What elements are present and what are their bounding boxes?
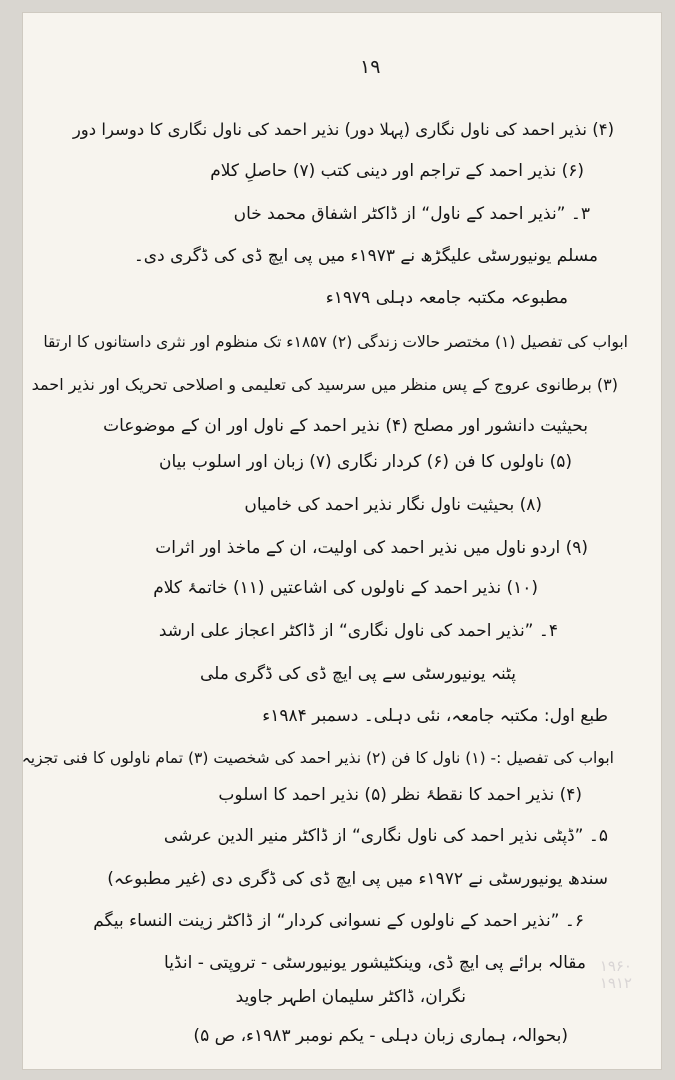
text-line-23: (بحوالہ، ہماری زبان دہلی - یکم نومبر ۱۹۸۳ء، ص ۵): [193, 1026, 568, 1046]
bleed-through-number-1: ۱۹۶۰: [599, 957, 632, 975]
text-line-4: مسلم یونیورسٹی علیگڑھ نے ۱۹۷۳ء میں پی ایچ ڈی کی ڈگری دی۔: [133, 246, 598, 266]
bleed-through-number-2: ۱۹۱۲: [599, 974, 632, 992]
text-line-1: (۴) نذیر احمد کی ناول نگاری (پہلا دور) نذیر احمد کی ناول نگاری کا دوسرا دور: [72, 120, 614, 139]
text-line-2: (۶) نذیر احمد کے تراجم اور دینی کتب (۷) حاصلِ کلام: [210, 161, 584, 181]
text-line-19: سندھ یونیورسٹی نے ۱۹۷۲ء میں پی ایچ ڈی کی ڈگری دی (غیر مطبوعہ): [107, 869, 608, 889]
text-line-15: طبع اول: مکتبہ جامعہ، نئی دہلی۔ دسمبر ۱۹۸۴ء: [262, 706, 608, 726]
text-line-12: (۱۰) نذیر احمد کے ناولوں کی اشاعتیں (۱۱) خاتمۂ کلام: [153, 578, 538, 598]
text-line-5: مطبوعہ مکتبہ جامعہ دہلی ۱۹۷۹ء: [325, 288, 568, 308]
text-line-14: پٹنہ یونیورسٹی سے پی ایچ ڈی کی ڈگری ملی: [199, 664, 516, 684]
text-line-22: نگران، ڈاکٹر سلیمان اطہر جاوید: [235, 987, 466, 1007]
document-page: [22, 12, 662, 1070]
text-line-18: ۵۔ ”ڈپٹی نذیر احمد کی ناول نگاری“ از ڈاکٹر منیر الدین عرشی: [163, 826, 608, 846]
text-line-21: مقالہ برائے پی ایچ ڈی، وینکٹیشور یونیورسٹی - تروپتی - انڈیا: [164, 953, 586, 973]
text-line-7: (۳) برطانوی عروج کے پس منظر میں سرسید کی تعلیمی و اصلاحی تحریک اور نذیر احمد: [31, 375, 618, 394]
text-line-10: (۸) بحیثیت ناول نگار نذیر احمد کی خامیاں: [244, 495, 542, 515]
text-line-8: بحیثیت دانشور اور مصلح (۴) نذیر احمد کے ناول اور ان کے موضوعات: [103, 416, 588, 436]
text-line-9: (۵) ناولوں کا فن (۶) کردار نگاری (۷) زبان اور اسلوب بیان: [158, 452, 572, 472]
text-line-17: (۴) نذیر احمد کا نقطۂ نظر (۵) نذیر احمد کا اسلوب: [218, 785, 582, 805]
text-line-16: ابواب کی تفصیل :- (۱) ناول کا فن (۲) نذیر احمد کی شخصیت (۳) تمام ناولوں کا فنی تجزیہ: [22, 749, 614, 767]
text-line-3: ۳۔ ”نذیر احمد کے ناول“ از ڈاکٹر اشفاق محمد خاں: [233, 204, 590, 224]
text-line-6: ابواب کی تفصیل (۱) مختصر حالات زندگی (۲) ۱۸۵۷ء تک منظوم اور نثری داستانوں کا ارتقا: [43, 333, 628, 351]
text-line-20: ۶۔ ”نذیر احمد کے ناولوں کے نسوانی کردار“ از ڈاکٹر زینت النساء بیگم: [93, 911, 584, 931]
text-line-11: (۹) اردو ناول میں نذیر احمد کی اولیت، ان کے ماخذ اور اثرات: [155, 538, 588, 558]
page-number: ١٩: [360, 56, 381, 78]
text-line-13: ۴۔ ”نذیر احمد کی ناول نگاری“ از ڈاکٹر اعجاز علی ارشد: [158, 621, 558, 641]
